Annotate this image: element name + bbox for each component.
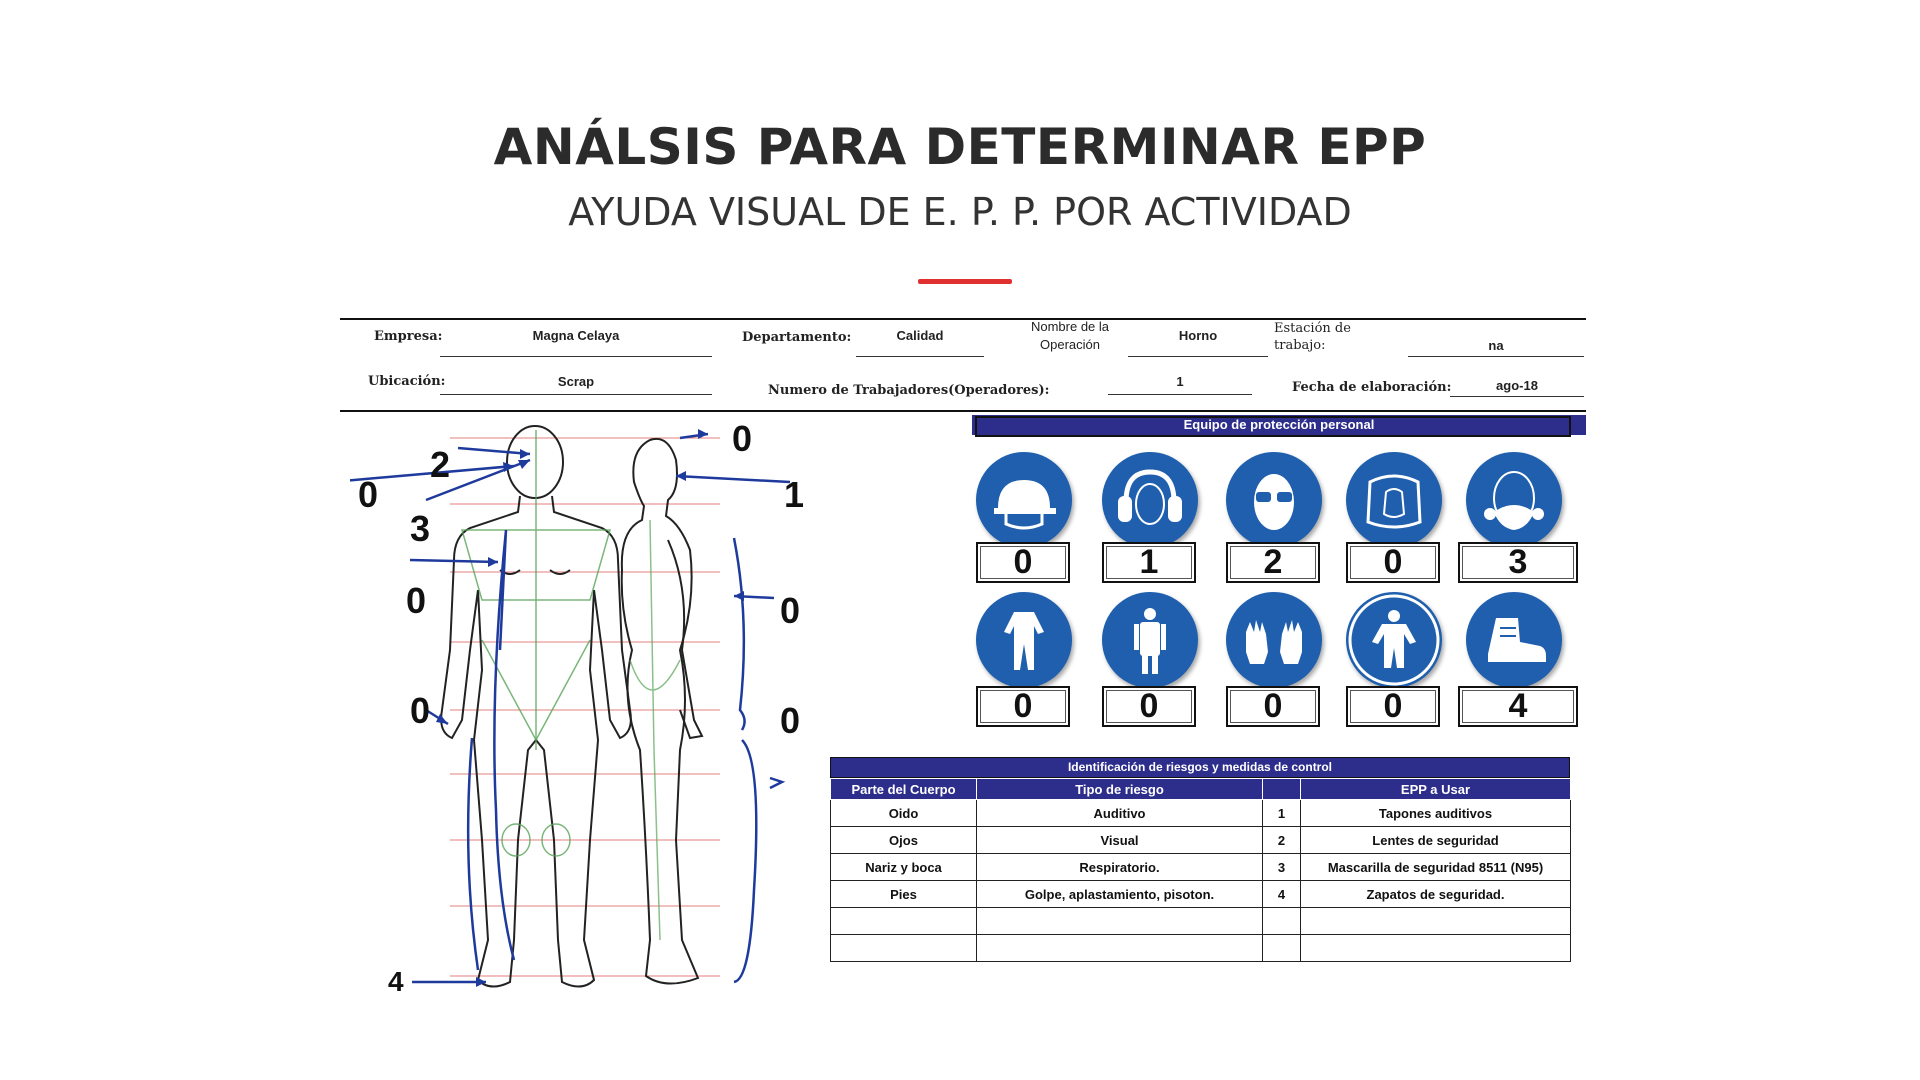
table-cell: Nariz y boca — [831, 854, 977, 881]
table-row — [831, 881, 1571, 908]
arrow-heads — [436, 429, 744, 987]
fecha-value: ago-18 — [1496, 378, 1538, 393]
table-cell: 1 — [1263, 800, 1301, 827]
table-row — [831, 827, 1571, 854]
table-cell — [831, 908, 977, 935]
epp-title-bar: Equipo de protección personal — [972, 415, 1586, 435]
table-row — [831, 854, 1571, 881]
departamento-label: Departamento: — [742, 330, 852, 345]
risk-table-header-row — [831, 779, 1571, 800]
table-cell: Respiratorio. — [977, 854, 1263, 881]
safety-boot-count: 4 — [1458, 686, 1578, 727]
header-top-rule — [340, 318, 1586, 320]
operacion-underline — [1128, 356, 1268, 357]
face-shield-count: 0 — [1346, 542, 1440, 583]
table-cell: Visual — [977, 827, 1263, 854]
safety-boot-icon — [1466, 592, 1562, 688]
ubicacion-label: Ubicación: — [368, 374, 446, 389]
departamento-underline — [856, 356, 984, 357]
estacion-label-2: trabajo: — [1274, 338, 1326, 353]
apron-person-icon — [1102, 592, 1198, 688]
respirator-mask-count: 3 — [1458, 542, 1578, 583]
header-number — [1263, 779, 1301, 800]
table-cell: 3 — [1263, 854, 1301, 881]
table-cell: Oido — [831, 800, 977, 827]
ubicacion-underline — [440, 394, 712, 395]
gloves-icon — [1226, 592, 1322, 688]
side-torso-number: 0 — [780, 590, 801, 631]
table-row — [831, 908, 1571, 935]
front-hand-number: 0 — [410, 690, 431, 731]
table-cell: Pies — [831, 881, 977, 908]
header-bottom-rule — [340, 410, 1586, 412]
table-cell — [1301, 908, 1571, 935]
empresa-label: Empresa: — [374, 329, 443, 344]
ear-protection-icon — [1102, 452, 1198, 548]
empresa-value: Magna Celaya — [532, 328, 620, 343]
table-cell: Zapatos de seguridad. — [1301, 881, 1571, 908]
side-figure — [622, 439, 702, 984]
hard-hat-count: 0 — [976, 542, 1070, 583]
departamento-value: Calidad — [896, 328, 944, 343]
operacion-value: Horno — [1178, 328, 1218, 343]
estacion-label-1: Estación de — [1274, 321, 1351, 336]
safety-glasses-count: 2 — [1226, 542, 1320, 583]
hard-hat-icon — [976, 452, 1072, 548]
trabajadores-underline — [1108, 394, 1252, 395]
table-row — [831, 935, 1571, 962]
table-cell: 4 — [1263, 881, 1301, 908]
table-cell: Ojos — [831, 827, 977, 854]
table-cell — [1263, 908, 1301, 935]
table-cell — [977, 908, 1263, 935]
header-tipo-riesgo: Tipo de riesgo — [977, 779, 1263, 800]
fecha-underline — [1450, 396, 1584, 397]
protective-suit-count: 0 — [1346, 686, 1440, 727]
gloves-count: 0 — [1226, 686, 1320, 727]
table-cell: 2 — [1263, 827, 1301, 854]
accent-divider — [918, 279, 1012, 284]
empresa-underline — [440, 356, 712, 357]
front-foot-number: 4 — [388, 966, 404, 997]
side-green-guides — [630, 520, 680, 940]
safety-glasses-icon — [1226, 452, 1322, 548]
respirator-mask-icon — [1466, 452, 1562, 548]
page-subtitle: AYUDA VISUAL DE E. P. P. POR ACTIVIDAD — [568, 190, 1352, 234]
table-cell: Tapones auditivos — [1301, 800, 1571, 827]
risk-table-grid — [830, 778, 1571, 962]
page-title: ANÁLSIS PARA DETERMINAR EPP — [493, 118, 1427, 176]
protective-suit-icon — [1346, 592, 1442, 688]
trabajadores-value: 1 — [1176, 374, 1184, 389]
apron-person-count: 0 — [1102, 686, 1196, 727]
front-left-top-number: 0 — [358, 474, 379, 515]
side-legs-number: 0 — [780, 700, 801, 741]
front-face-number: 3 — [410, 508, 431, 549]
estacion-value: na — [1488, 338, 1504, 353]
estacion-underline — [1408, 356, 1584, 357]
risk-table-title: Identificación de riesgos y medidas de control — [830, 757, 1570, 778]
ear-protection-count: 1 — [1102, 542, 1196, 583]
front-torso-number: 0 — [406, 580, 427, 621]
table-cell — [977, 935, 1263, 962]
front-head-number: 2 — [430, 444, 451, 485]
header-epp-usar: EPP a Usar — [1301, 779, 1571, 800]
header-parte-cuerpo: Parte del Cuerpo — [831, 779, 977, 800]
table-cell — [1301, 935, 1571, 962]
fecha-label: Fecha de elaboración: — [1292, 380, 1452, 395]
side-head-top-number: 0 — [732, 418, 753, 459]
side-ear-number: 1 — [784, 474, 805, 515]
table-cell: Lentes de seguridad — [1301, 827, 1571, 854]
table-row — [831, 800, 1571, 827]
table-cell: Auditivo — [977, 800, 1263, 827]
trabajadores-label: Numero de Trabajadores(Operadores): — [768, 383, 1050, 398]
front-green-guides — [462, 430, 610, 856]
coverall-suit-count: 0 — [976, 686, 1070, 727]
table-cell — [1263, 935, 1301, 962]
table-cell — [831, 935, 977, 962]
table-cell: Mascarilla de seguridad 8511 (N95) — [1301, 854, 1571, 881]
table-cell: Golpe, aplastamiento, pisoton. — [977, 881, 1263, 908]
face-shield-icon — [1346, 452, 1442, 548]
coverall-suit-icon — [976, 592, 1072, 688]
operacion-label-1: Nombre de la — [1030, 319, 1110, 334]
operacion-label-2: Operación — [1040, 337, 1100, 352]
ubicacion-value: Scrap — [557, 374, 595, 389]
risk-table — [830, 757, 1570, 962]
